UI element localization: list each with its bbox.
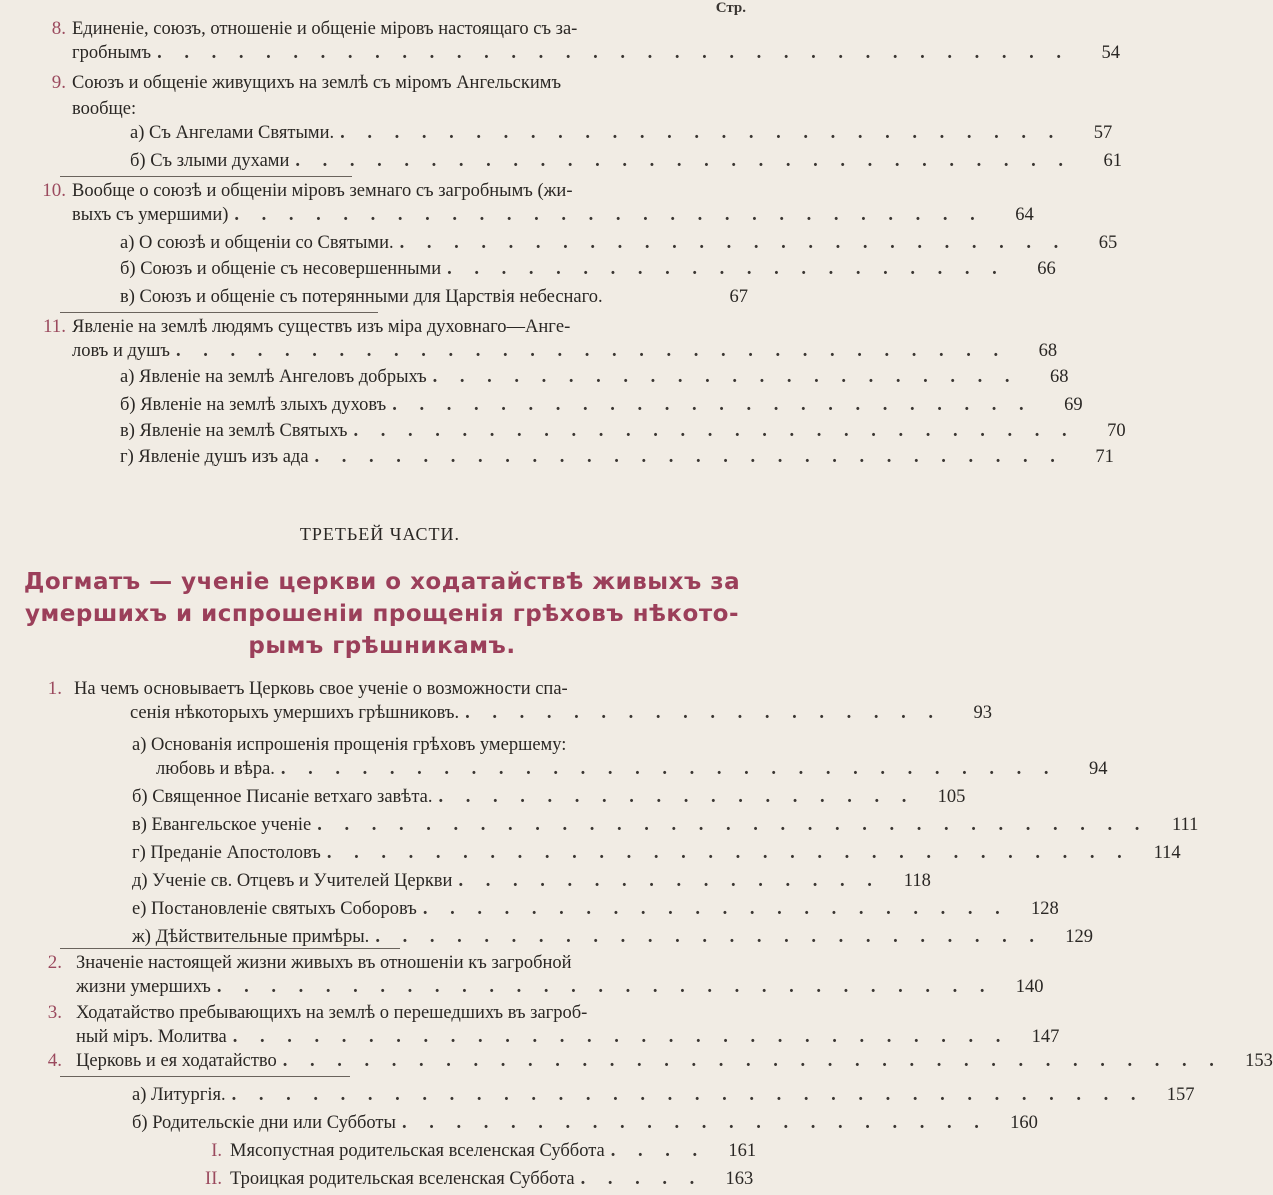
leader-dots: . . . . . . . . . . . . . . . . . . . . . . . . . . . . . [295, 151, 1073, 171]
section-heading-line1: Догматъ — ученіе церкви о ходатайствѣ живыхъ за [23, 569, 741, 595]
roman-numeral: I. [211, 1141, 222, 1161]
toc-entry[interactable] [76, 1046, 1273, 1072]
item-text: б) Родительскіе дни или Субботы [132, 1113, 396, 1133]
item-text: Церковь и ея ходатайство [76, 1051, 277, 1071]
item-text-line1: Значеніе настоящей жизни живыхъ въ отношеніи къ загробной [76, 953, 572, 973]
page-number: 128 [1030, 899, 1059, 919]
page-number: 61 [1103, 151, 1123, 171]
divider [60, 948, 400, 949]
leader-dots: . . . . . . . . . . . . . . . . . . . . . . . . . [375, 927, 1043, 947]
toc-entry[interactable] [156, 754, 1108, 780]
item-text: ловъ и душъ [72, 341, 170, 361]
divider [60, 312, 378, 313]
leader-dots: . . . . . . . . . . . . . . . . . . [438, 787, 916, 807]
toc-entry[interactable] [120, 228, 1118, 254]
toc-entry[interactable] [72, 38, 1120, 64]
toc-entry[interactable] [132, 922, 1093, 948]
toc-entry[interactable] [120, 390, 1083, 416]
leader-dots: . . . . . . . . . . . . . . . . . . . . . . . . . . . . [314, 447, 1064, 467]
item-text: ный міръ. Молитва [76, 1027, 227, 1047]
toc-entry[interactable] [192, 1164, 754, 1190]
item-text: а) Явленіе на землѣ Ангеловъ добрыхъ [120, 367, 427, 387]
item-text: г) Явленіе душъ изъ ада [120, 447, 309, 467]
page-number: 68 [1050, 367, 1069, 387]
leader-dots: . . . . . . . . . . . . . . . . . . . . . [447, 259, 1006, 279]
toc-entry[interactable] [120, 362, 1069, 388]
leader-dots: . . . . . . . . . . . . . . . . . . . . . . . . . . . . [234, 205, 984, 225]
item-text: а) Съ Ангелами Святыми. [130, 123, 335, 143]
item-number: 9. [51, 72, 66, 93]
page-number: 93 [973, 703, 992, 723]
toc-entry[interactable] [132, 810, 1199, 836]
toc-entry[interactable] [130, 146, 1123, 172]
item-text-line1: Вообще о союзѣ и общеніи міровъ земнаго съ загробнымъ (жи- [72, 181, 573, 201]
page-number: 111 [1171, 815, 1199, 835]
item-text: е) Постановленіе святыхъ Соборовъ [132, 899, 417, 919]
page-number: 94 [1089, 759, 1108, 779]
item-number: 8. [51, 18, 66, 39]
page-number: 67 [729, 287, 748, 307]
item-text: жизни умершихъ [76, 977, 211, 997]
item-text: б) Союзъ и общеніе съ несовершенными [120, 259, 442, 279]
page-number: 114 [1153, 843, 1181, 863]
item-text-line1: Ходатайство пребывающихъ на землѣ о перешедшихъ въ загроб- [76, 1003, 588, 1023]
item-text-line2: вообще: [72, 99, 137, 119]
leader-dots: . . . . . . . . . . . . . . . . . . . . . . . . . . . . . [232, 1027, 1010, 1047]
item-number: 4. [47, 1050, 62, 1071]
leader-dots: . . . . . . . . . . . . . . . . . . . . . . . . . [399, 233, 1068, 253]
section-heading-line2: умершихъ и испрошеніи прощенія грѣховъ нѣкото- [25, 601, 739, 627]
page-number: 57 [1093, 123, 1113, 143]
page-number: 140 [1015, 977, 1044, 997]
item-text: б) Съ злыми духами [130, 151, 290, 171]
toc-entry[interactable] [120, 416, 1126, 442]
item-number: 3. [47, 1002, 62, 1023]
page-number: 118 [903, 871, 931, 891]
item-text: а) Литургія. [132, 1085, 226, 1105]
item-text: б) Явленіе на землѣ злыхъ духовъ [120, 395, 387, 415]
item-text: Троицкая родительская вселенская Суббота [230, 1169, 575, 1189]
leader-dots: . . . . . . . . . . . . . . . . [458, 871, 881, 891]
item-number: 11. [42, 316, 66, 337]
item-text: ж) Дѣйствительные примѣры. [132, 927, 370, 947]
roman-numeral: II. [205, 1169, 222, 1189]
item-text-line1: Явленіе на землѣ людямъ существъ изъ міра духовнаго—Ангe- [72, 317, 571, 337]
page-number: 161 [728, 1141, 757, 1161]
item-text: гробнымъ [72, 43, 152, 63]
leader-dots: . . . . . . . . . . . . . . . . . . [465, 703, 942, 723]
item-text: Мясопустная родительская вселенская Суббота [230, 1141, 605, 1161]
toc-entry[interactable] [76, 1022, 1060, 1048]
leader-dots: . . . . . . . . . . . . . . . . . . . . . . . . . . . . . . [326, 843, 1131, 863]
page-number: 64 [1015, 205, 1034, 225]
leader-dots: . . . . . . . . . . . . . . . . . . . . . . . . [392, 395, 1033, 415]
toc-entry[interactable] [120, 442, 1114, 468]
toc-entry[interactable] [132, 1108, 1038, 1134]
page-number: 65 [1098, 233, 1118, 253]
page-number: 69 [1064, 395, 1083, 415]
divider [60, 176, 352, 177]
page-number: 129 [1065, 927, 1093, 947]
toc-entry[interactable] [120, 254, 1056, 280]
item-text: любовь и вѣра. [156, 759, 275, 779]
leader-dots: . . . . . . . . . . . . . . . . . . . . . . . . . . . . . . . [317, 815, 1149, 835]
item-text-line1: На чемъ основываетъ Церковь свое ученіе о возможности спа- [74, 679, 568, 699]
toc-entry[interactable] [192, 1136, 757, 1162]
page-number: 160 [1010, 1113, 1038, 1133]
page-column-label: Стр. [715, 0, 746, 16]
leader-dots: . . . . . . . . . . . . . . . . . . . . . . . . . . . . . . . . . . [157, 43, 1070, 63]
leader-dots: . . . . [610, 1141, 707, 1161]
item-text: выхъ съ умершими) [72, 205, 229, 225]
page-number: 70 [1107, 421, 1126, 441]
section-heading-line3: рымъ грѣшникамъ. [248, 633, 516, 659]
divider [60, 1076, 350, 1077]
item-text: сенія нѣкоторыхъ умершихъ грѣшниковъ. [130, 703, 460, 723]
item-text: б) Священное Писаніе ветхаго завѣта. [132, 787, 433, 807]
leader-dots: . . . . . . . . . . . . . . . . . . . . . . . . . . . . . [280, 759, 1058, 779]
item-text: г) Преданіе Апостоловъ [132, 843, 321, 863]
page-number: 105 [937, 787, 966, 807]
leader-dots: . . . . . . . . . . . . . . . . . . . . . . . . . . . [353, 421, 1076, 441]
leader-dots: . . . . . . . . . . . . . . . . . . . . . . [422, 899, 1009, 919]
item-number: 1. [47, 678, 62, 699]
item-number: 10. [42, 180, 66, 201]
toc-entry[interactable] [132, 866, 931, 892]
leader-dots: . . . . . . . . . . . . . . . . . . . . . . . . . . . [340, 123, 1063, 143]
item-text-line1: Единеніе, союзъ, отношеніе и общеніе міровъ настоящаго съ за- [72, 19, 578, 39]
page-number: 147 [1031, 1027, 1060, 1047]
leader-dots: . . . . . . . . . . . . . . . . . . . . . . . . . . . . . . . . . . [231, 1085, 1145, 1105]
item-text: в) Евангельское ученіе [132, 815, 312, 835]
section-title: ТРЕТЬЕЙ ЧАСТИ. [299, 524, 461, 544]
toc-entry[interactable] [72, 200, 1034, 226]
leader-dots: . . . . . . . . . . . . . . . . . . . . . . . . . . . . . . . [175, 341, 1008, 361]
toc-entry[interactable] [130, 698, 992, 724]
leader-dots: . . . . . . . . . . . . . . . . . . . . . . . . . . . . . [216, 977, 994, 997]
page-number: 163 [725, 1169, 754, 1189]
leader-dots: . . . . . [580, 1169, 704, 1189]
page-number: 157 [1166, 1085, 1195, 1105]
item-text: в) Явленіе на землѣ Святыхъ [120, 421, 348, 441]
toc-entry[interactable] [120, 282, 748, 308]
item-text: д) Ученіе св. Отцевъ и Учителей Церкви [132, 871, 453, 891]
toc-entry[interactable] [76, 972, 1044, 998]
item-text-line1: Союзъ и общеніе живущихъ на землѣ съ міромъ Ангельскимъ [72, 73, 562, 93]
page-number: 66 [1037, 259, 1056, 279]
toc-entry[interactable] [132, 1080, 1195, 1106]
toc-entry[interactable] [72, 336, 1058, 362]
item-text: в) Союзъ и общеніе съ потерянными для Царствія небеснаго. [120, 287, 603, 307]
item-text: а) О союзѣ и общеніи со Святыми. [120, 233, 394, 253]
toc-entry[interactable] [132, 894, 1059, 920]
page-number: 54 [1101, 43, 1120, 63]
page-number: 71 [1095, 447, 1114, 467]
leader-dots: . . . . . . . . . . . . . . . . . . . . . . [401, 1113, 988, 1133]
page-number: 153 [1245, 1051, 1273, 1071]
item-text-line1: а) Основанія испрошенія прощенія грѣховъ умершему: [132, 735, 567, 755]
page-number: 68 [1038, 341, 1058, 361]
toc-entry[interactable] [130, 118, 1113, 144]
item-number: 2. [47, 952, 62, 973]
toc-entry[interactable] [132, 782, 966, 808]
toc-entry[interactable] [132, 838, 1181, 864]
leader-dots: . . . . . . . . . . . . . . . . . . . . . . . . . . . . . . . . . . . [282, 1051, 1223, 1071]
leader-dots: . . . . . . . . . . . . . . . . . . . . . . [432, 367, 1019, 387]
